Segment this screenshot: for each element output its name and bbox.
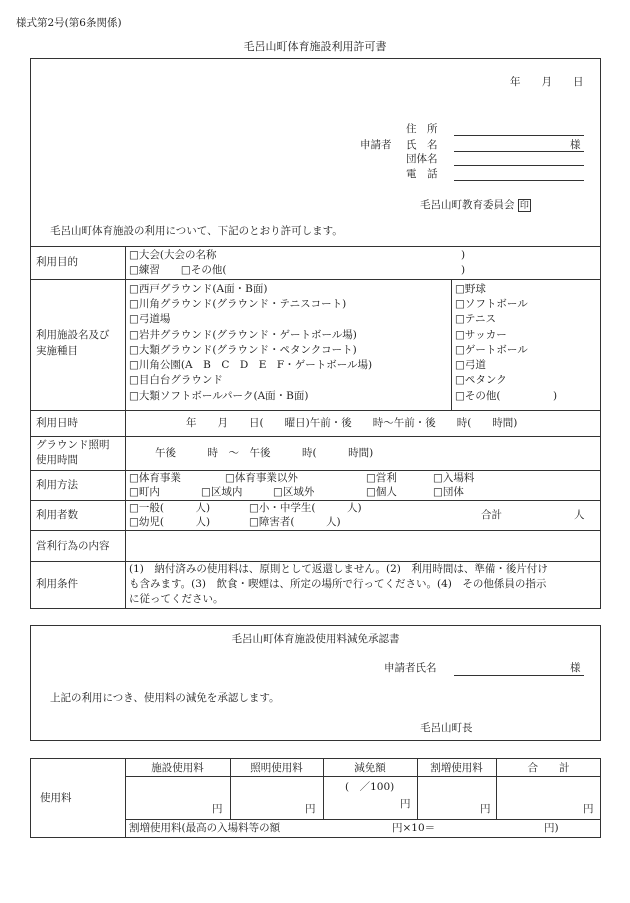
sport-checkbox[interactable]: □ゲートボール (455, 344, 528, 356)
purpose-tournament-checkbox[interactable]: □大会(大会の名称 (129, 249, 217, 261)
purpose-label: 利用目的 (36, 256, 78, 268)
fee-label: 使用料 (40, 792, 72, 804)
phone-field[interactable] (454, 180, 584, 181)
users-checkbox[interactable]: □幼児( 人) (129, 516, 211, 528)
sport-checkbox[interactable]: □その他( ) (455, 390, 558, 402)
method-checkbox[interactable]: □営利 (366, 472, 397, 484)
method-label: 利用方法 (36, 479, 78, 491)
table-rule (30, 436, 601, 437)
facility-checkbox[interactable]: □大類グラウンド(グラウンド・ペタンクコート) (129, 344, 357, 356)
method-checkbox[interactable]: □区域外 (273, 486, 315, 498)
approval-statement: 上記の利用につき、使用料の減免を承認します。 (50, 692, 280, 704)
sport-checkbox[interactable]: □サッカー (455, 329, 507, 341)
address-label: 住 所 (406, 123, 438, 135)
fee-col-header: 照明使用料 (250, 762, 303, 774)
method-checkbox[interactable]: □町内 (129, 486, 160, 498)
approval-issuer: 毛呂山町長 (420, 722, 473, 734)
facility-checkbox[interactable]: □大類ソフトボールパーク(A面・B面) (129, 390, 309, 402)
usage-date-label: 利用日時 (36, 417, 78, 429)
method-checkbox[interactable]: □体育事業 (129, 472, 181, 484)
permit-statement: 毛呂山町体育施設の利用について、下記のとおり許可します。 (50, 225, 343, 237)
purpose-paren: ) (461, 264, 466, 276)
name-suffix: 様 (570, 139, 581, 151)
approval-applicant-suffix: 様 (570, 662, 581, 674)
surcharge-formula-mid[interactable]: 円×10＝ (392, 822, 436, 834)
method-checkbox[interactable]: □区域内 (201, 486, 243, 498)
sport-checkbox[interactable]: □テニス (455, 313, 497, 325)
total-yen[interactable]: 円 (583, 803, 594, 815)
method-checkbox[interactable]: □団体 (433, 486, 464, 498)
usage-date-field[interactable]: 年 月 日( 曜日)午前・後 時〜午前・後 時( 時間) (186, 417, 518, 429)
table-rule (30, 410, 601, 411)
approval-title: 毛呂山町体育施設使用料減免承認書 (231, 633, 400, 645)
seal-mark: 印 (519, 201, 529, 211)
users-checkbox[interactable]: □小・中学生( 人) (249, 502, 362, 514)
facility-label-2: 実施種目 (36, 345, 78, 357)
fee-col-header: 減免額 (354, 762, 386, 774)
facility-checkbox[interactable]: □川角グラウンド(グラウンド・テニスコート) (129, 298, 347, 310)
fee-col-header: 割増使用料 (430, 762, 483, 774)
group-label: 団体名 (406, 153, 438, 165)
facility-checkbox[interactable]: □岩井グラウンド(グラウンド・ゲートボール場) (129, 329, 357, 341)
facility-checkbox[interactable]: □弓道場 (129, 313, 171, 325)
name-label: 氏 名 (406, 139, 438, 151)
facility-label: 利用施設名及び (36, 329, 110, 341)
surcharge-formula-label: 割増使用料(最高の入場料等の額 (129, 822, 281, 834)
approval-applicant-field[interactable] (454, 675, 584, 676)
facility-checkbox[interactable]: □西戸グラウンド(A面・B面) (129, 283, 268, 295)
method-checkbox[interactable]: □個人 (366, 486, 397, 498)
reduction-yen[interactable]: 円 (400, 798, 411, 810)
users-checkbox[interactable]: □障害者( 人) (249, 516, 341, 528)
fee-rule (125, 776, 601, 777)
conditions-text-2: も含みます。(3) 飲食・喫煙は、所定の場所で行ってください。(4) その他係員の指示 (129, 578, 547, 590)
lighting-label: グラウンド照明 (36, 439, 110, 451)
phone-label: 電 話 (406, 168, 438, 180)
users-total-label: 合計 (481, 509, 502, 521)
table-rule (30, 500, 601, 501)
users-label: 利用者数 (36, 509, 78, 521)
table-rule (30, 561, 601, 562)
facility-checkbox[interactable]: □川角公園(A B C D E F・ゲートボール場) (129, 359, 373, 371)
sport-checkbox[interactable]: □ソフトボール (455, 298, 528, 310)
users-total-unit: 人 (574, 509, 585, 521)
form-number: 様式第2号(第6条関係) (16, 17, 122, 29)
surcharge-formula-end[interactable]: 円) (544, 822, 559, 834)
approval-applicant-label: 申請者氏名 (384, 662, 437, 674)
issuer-name: 毛呂山町教育委員会 印 (420, 199, 529, 211)
purpose-practice-checkbox[interactable]: □練習 □その他( (129, 264, 227, 276)
fee-rule (125, 819, 601, 820)
table-rule (30, 470, 601, 471)
date-field[interactable]: 年 月 日 (510, 76, 584, 88)
facility-checkbox[interactable]: □目白台グラウンド (129, 374, 223, 386)
table-rule (30, 279, 601, 280)
sport-checkbox[interactable]: □弓道 (455, 359, 486, 371)
sport-column-rule (451, 279, 452, 410)
sport-checkbox[interactable]: □野球 (455, 283, 486, 295)
method-checkbox[interactable]: □体育事業以外 (225, 472, 298, 484)
page-title: 毛呂山町体育施設利用許可書 (243, 40, 387, 53)
reduction-ratio-field[interactable]: ( ／100) (345, 781, 395, 793)
users-checkbox[interactable]: □一般( 人) (129, 502, 211, 514)
commercial-label: 営利行為の内容 (36, 540, 110, 552)
sport-checkbox[interactable]: □ペタンク (455, 374, 507, 386)
table-rule (30, 246, 601, 247)
lighting-time-field[interactable]: 午後 時 〜 午後 時( 時間) (155, 447, 374, 459)
fee-col-header: 合 計 (527, 762, 570, 774)
lighting-label-2: 使用時間 (36, 454, 78, 466)
name-field[interactable] (454, 151, 584, 152)
surcharge-yen[interactable]: 円 (480, 803, 491, 815)
label-column-rule (125, 246, 126, 609)
table-rule (30, 530, 601, 531)
conditions-text-1: (1) 納付済みの使用料は、原則として返還しません。(2) 利用時間は、準備・後片付け (129, 563, 548, 575)
purpose-paren: ) (461, 249, 466, 261)
facility-fee-yen[interactable]: 円 (212, 803, 223, 815)
method-checkbox[interactable]: □入場料 (433, 472, 475, 484)
conditions-text-3: に従ってください。 (129, 593, 224, 605)
group-field[interactable] (454, 165, 584, 166)
conditions-label: 利用条件 (36, 578, 78, 590)
applicant-label: 申請者 (360, 139, 392, 151)
fee-col-header: 施設使用料 (151, 762, 204, 774)
lighting-fee-yen[interactable]: 円 (305, 803, 316, 815)
address-field[interactable] (454, 135, 584, 136)
